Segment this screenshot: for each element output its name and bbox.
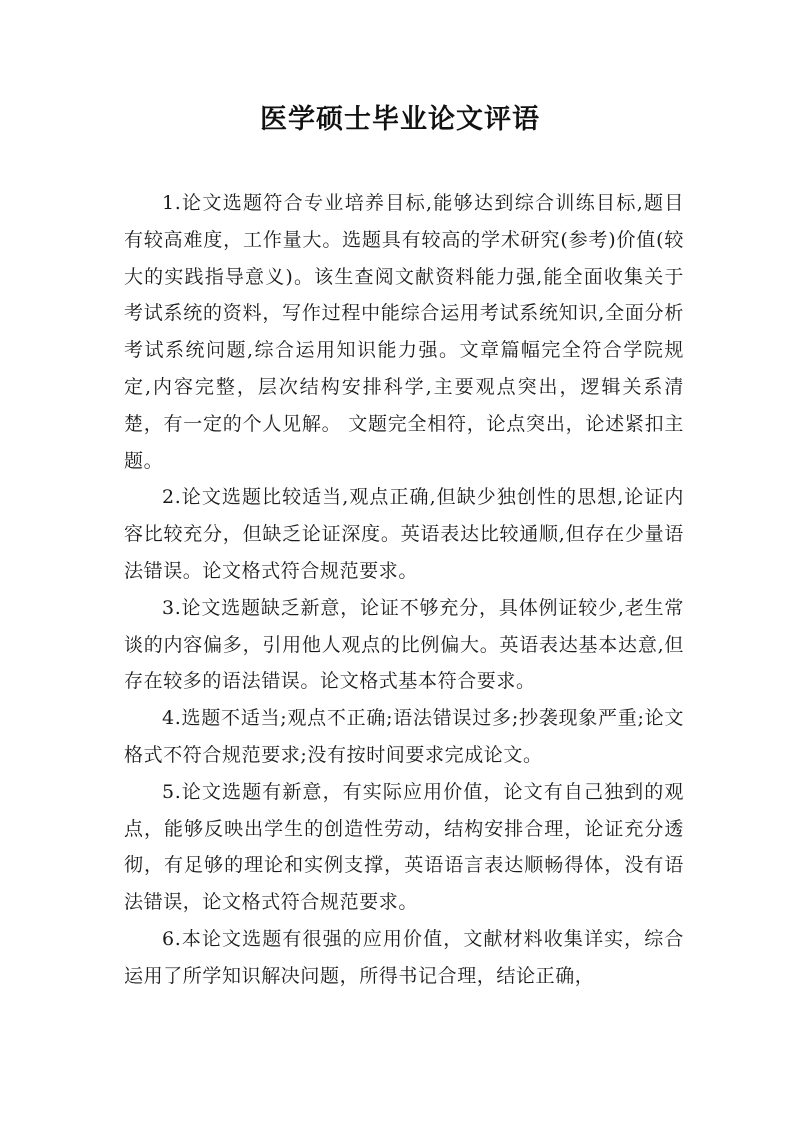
document-body bbox=[124, 185, 684, 995]
paragraph-6: 6.本论文选题有很强的应用价值，文献材料收集详实，综合运用了所学知识解决问题，所得书记合理，结论正确， bbox=[124, 927, 684, 987]
document-title: 医学硕士毕业论文评语 bbox=[260, 104, 540, 135]
paragraph-1: 1.论文选题符合专业培养目标,能够达到综合训练目标,题目有较高难度，工作量大。选题具有较高的学术研究(参考)价值(较大的实践指导意义)。该生查阅文献资料能力强,能全面收集关于考试系统的资料，写作过程中能综合运用考试系统知识,全面分析考试系统问题,综合运用知识能力强。文章篇幅完全符合学院规定,内容完整，层次结构安排科学,主要观点突出，逻辑关系清楚，有一定的个人见解。 文题完全相符，论点突出，论述紧扣主题。 bbox=[124, 192, 684, 472]
paragraph-3: 3.论文选题缺乏新意，论证不够充分，具体例证较少,老生常谈的内容偏多，引用他人观点的比例偏大。英语表达基本达意,但存在较多的语法错误。论文格式基本符合要求。 bbox=[124, 596, 684, 693]
paragraph-5: 5.论文选题有新意，有实际应用价值，论文有自己独到的观点，能够反映出学生的创造性劳动，结构安排合理，论证充分透彻，有足够的理论和实例支撑，英语语言表达顺畅得体，没有语法错误，论文格式符合规范要求。 bbox=[124, 780, 684, 914]
paragraph-2: 2.论文选题比较适当,观点正确,但缺少独创性的思想,论证内容比较充分，但缺乏论证深度。英语表达比较通顺,但存在少量语法错误。论文格式符合规范要求。 bbox=[124, 486, 684, 582]
paragraph-4: 4.选题不适当;观点不正确;语法错误过多;抄袭现象严重;论文格式不符合规范要求;没有按时间要求完成论文。 bbox=[124, 707, 684, 766]
